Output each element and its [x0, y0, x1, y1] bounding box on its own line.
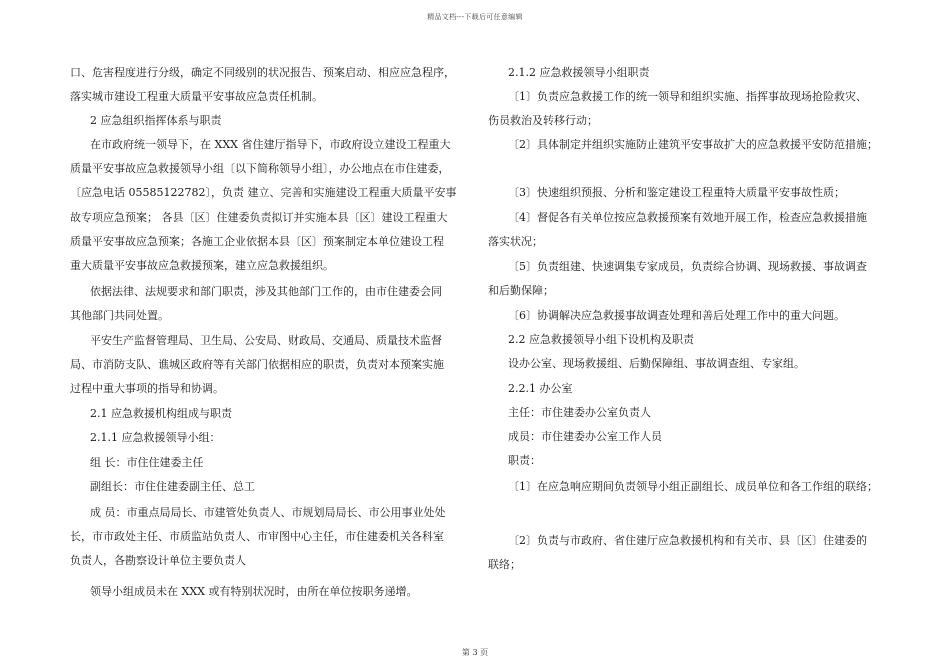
right-paragraph	[488, 109, 598, 133]
text-line: 〔1〕在应急响应期间负责领导小组正副组长、成员单位和各工作组的联络；	[508, 480, 878, 493]
left-paragraph	[70, 280, 442, 304]
right-paragraph	[488, 206, 867, 230]
text-line: 2 应急组织指挥体系与职责	[90, 114, 222, 127]
right-paragraph	[488, 553, 521, 577]
text-line: 重大质量平安事故应急救援预案，建立应急救援组织。	[70, 259, 334, 273]
text-line: 〔6〕协调解决应急救援事故调查处理和善后处理工作中的重大问题。	[508, 309, 845, 322]
text-line: 落实状况；	[488, 235, 543, 248]
left-paragraph	[70, 304, 169, 328]
right-paragraph	[488, 449, 541, 473]
text-line: 落实城市建设工程重大质量平安事故应急责任机制。	[70, 90, 323, 104]
text-line: 〔1〕负责应急救援工作的统一领导和组织实施、指挥事故现场抢险救灾、	[508, 90, 867, 103]
right-paragraph	[488, 377, 573, 401]
text-line: 和后勤保障；	[488, 284, 554, 297]
text-line: 负责人，各勘察设计单位主要负责人	[70, 554, 246, 568]
text-line: 成 员：市重点局局长、市建管处负责人、市规划局局长、市公用事业处处	[90, 506, 446, 519]
left-paragraph	[70, 61, 455, 110]
text-line: 成员：市住建委办公室工作人员	[508, 430, 662, 443]
right-paragraph	[488, 304, 845, 328]
left-paragraph	[70, 451, 204, 475]
right-paragraph	[488, 133, 878, 157]
left-paragraph	[70, 402, 232, 426]
text-line: 过程中重大事项的指导和协调。	[70, 382, 224, 396]
right-paragraph	[488, 255, 867, 279]
left-paragraph	[70, 426, 221, 450]
page-number: 第 3 页	[461, 648, 489, 657]
text-line: 2.1 应急救援机构组成与职责	[90, 407, 232, 420]
right-paragraph	[488, 230, 543, 254]
text-line: 2.2 应急救援领导小组下设机构及职责	[508, 333, 694, 346]
page-header: 精品文档---下载后可任意编辑	[427, 13, 523, 21]
left-paragraph	[70, 353, 444, 402]
left-paragraph	[70, 525, 444, 574]
right-paragraph	[488, 475, 878, 499]
text-line: 设办公室、现场救援组、后勤保障组、事故调查组、专家组。	[508, 357, 805, 370]
right-paragraph	[488, 529, 867, 553]
right-paragraph	[488, 328, 694, 352]
text-line: 在市政府统一领导下，在 XXX 省住建厅指导下，市政府设立建设工程重大	[90, 138, 451, 151]
text-line: 组 长：市住住建委主任	[90, 456, 204, 469]
text-line: 口、危害程度进行分级，确定不同级别的状况报告、预案启动、相应应急程序，	[70, 66, 455, 79]
text-line: 副组长：市住住建委副主任、总工	[90, 480, 255, 493]
text-line: 2.1.2 应急救援领导小组职责	[508, 66, 650, 79]
text-line: 〔应急电话 05585122782〕，负责 建立、完善和实施建设工程重大质量平安事	[70, 186, 457, 200]
text-line: 主任：市住建委办公室负责人	[508, 406, 651, 419]
text-line: 质量平安事故应急预案；各施工企业依据本县〔区〕预案制定本单位建设工程	[70, 234, 444, 248]
text-line: 领导小组成员未在 XXX 或有特别状况时，由所在单位按职务递增。	[90, 585, 418, 598]
left-paragraph	[70, 329, 442, 353]
text-line: 依据法律、法规要求和部门职责，涉及其他部门工作的，由市住建委会同	[90, 285, 442, 298]
text-line: 长，市市政处主任、市质监站负责人、市审图中心主任，市住建委机关各科室	[70, 530, 444, 543]
text-line: 〔3〕快速组织预报、分析和鉴定建设工程重特大质量平安事故性质；	[508, 186, 845, 199]
left-paragraph	[70, 501, 446, 525]
left-paragraph	[70, 475, 255, 499]
right-paragraph	[488, 425, 662, 449]
text-line: 2.2.1 办公室	[508, 382, 573, 395]
text-line: 〔2〕负责与市政府、省住建厅应急救援机构和有关市、县〔区〕住建委的	[508, 534, 867, 547]
text-line: 质量平安事故应急救援领导小组〔以下简称领导小组〕，办公地点在市住建委，	[70, 162, 450, 175]
text-line: 〔4〕督促各有关单位按应急救援预案有效地开展工作，检查应急救援措施	[508, 211, 867, 224]
right-paragraph	[488, 61, 650, 85]
right-paragraph	[488, 181, 845, 205]
left-paragraph	[70, 133, 450, 157]
text-line: 职责：	[508, 454, 541, 467]
text-line: 联络；	[488, 558, 521, 571]
right-paragraph	[488, 279, 554, 303]
left-paragraph	[70, 109, 222, 133]
text-line: 其他部门共同处置。	[70, 309, 169, 322]
text-line: 〔2〕具体制定并组织实施防止建筑平安事故扩大的应急救援平安防范措施；	[508, 138, 878, 151]
right-paragraph	[488, 352, 805, 376]
text-line: 伤员救治及转移行动；	[488, 114, 598, 127]
text-line: 〔5〕负责组建、快速调集专家成员，负责综合协调、现场救援、事故调查	[508, 260, 867, 273]
text-line: 平安生产监督管理局、卫生局、公安局、财政局、交通局、质量技术监督	[90, 334, 442, 347]
right-paragraph	[488, 85, 867, 109]
text-line: 故专项应急预案； 各县〔区〕住建委负责拟订并实施本县〔区〕建设工程重大	[70, 210, 448, 224]
text-line: 局、市消防支队、谯城区政府等有关部门依据相应的职责，负责对本预案实施	[70, 358, 444, 371]
left-paragraph	[70, 580, 417, 604]
right-paragraph	[488, 401, 651, 425]
left-paragraph	[70, 157, 456, 278]
text-line: 2.1.1 应急救援领导小组：	[90, 431, 221, 444]
